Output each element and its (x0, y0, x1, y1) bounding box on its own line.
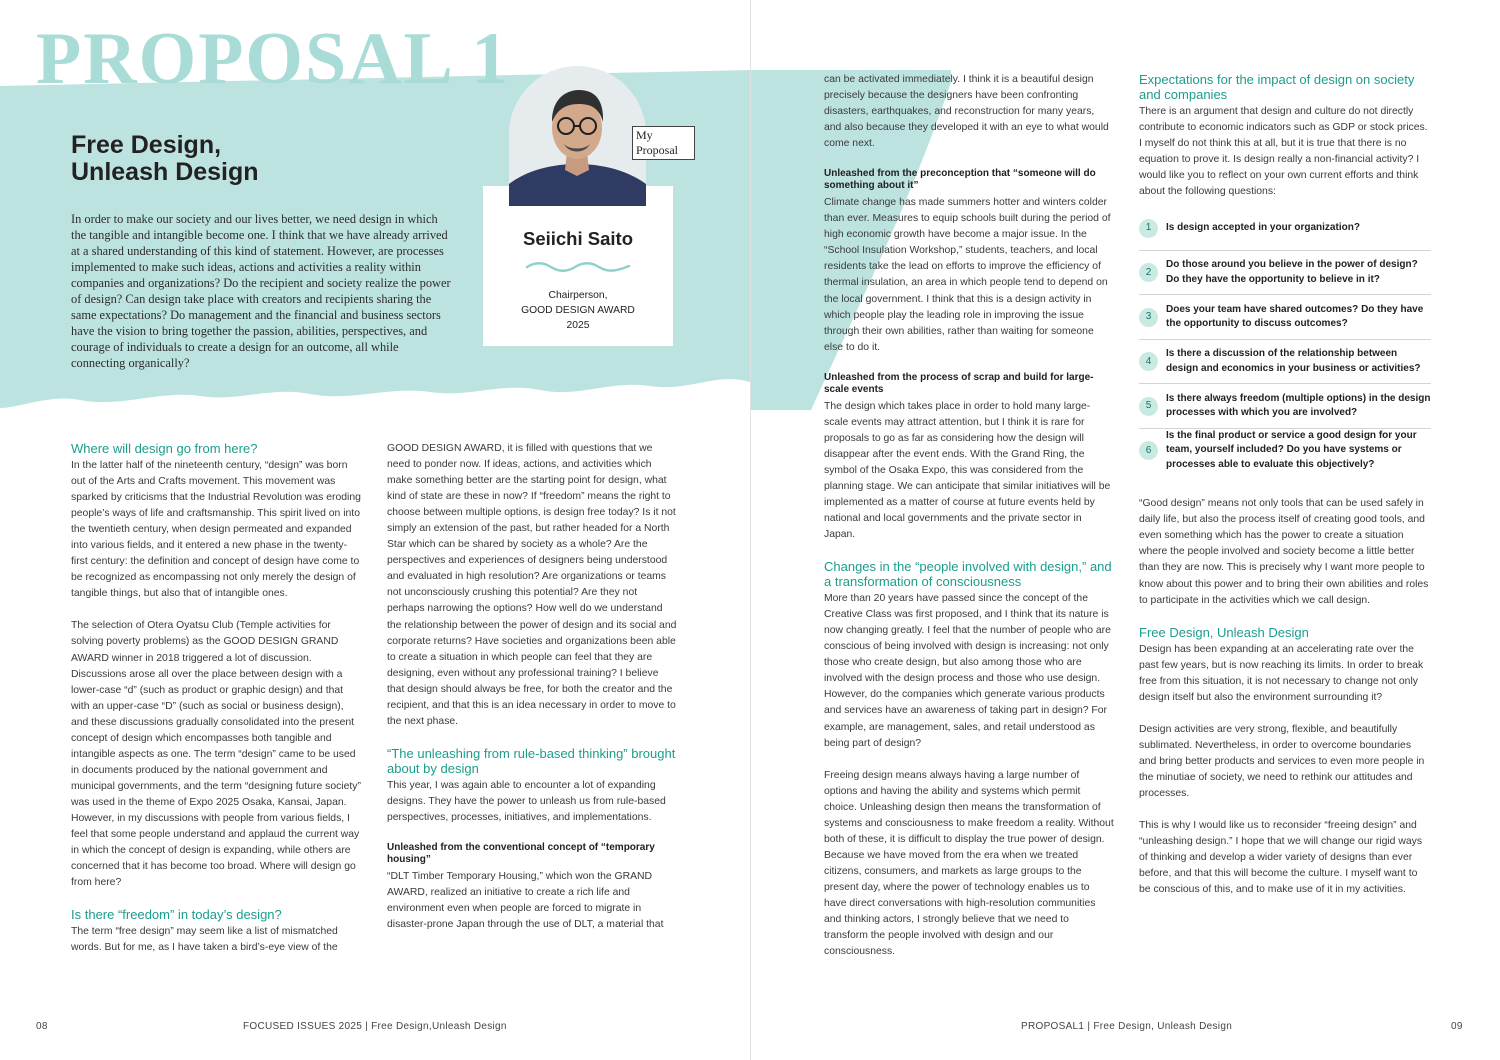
hero-title-line-2: Unleash Design (71, 158, 259, 186)
paragraph: The selection of Otera Oyatsu Club (Temple activities for solving poverty problems) as the GOOD DESIGN GRAND AWARD winner in 2018 triggered a lot of discussion. Discussions arose all over the place between design with a lower-case “d” (such as product or graphic design) and that with an upper-case “D” (such as social or business design), and these discussions gradually consolidated into the present concept of design which encompasses both tangible and intangible aspects as one. The term “design” came to be used in documents produced by the national government and municipal governments, and the term “designing future society” was used in the theme of Expo 2025 Osaka, Kansai, Japan. However, in my discussions with people from various fields, I feel that some people understand and applaud the current way in which the concept of design is expanding, while others are concerned that it has become too broad. Where will design go from here? (71, 620, 361, 889)
question-list (1139, 206, 1431, 472)
hero-title (71, 132, 259, 186)
question-item (1139, 340, 1431, 385)
role-line-3: 2025 (566, 320, 590, 331)
sub-heading: Unleashed from the preconception that “someone will do something about it” (824, 168, 1096, 192)
paragraph: “Good design” means not only tools that can be used safely in daily life, but also the process itself of creating good tools, and even something which has the power to create a situation where the people involved and society become a little better than they are now. This is precisely why I want more people to know about this power and to bring their own abilities and roles to participate in the activities which we call design. (1139, 498, 1429, 606)
question-text: Is design accepted in your organization? (1166, 221, 1360, 233)
paragraph: The design which takes place in order to hold many large-scale events may attract attention, but I think it is rare for proposals to go as far as considering how the design will disappear after the event ends. With the Grand Ring, the symbol of the Osaka Expo, this was considered from the planning stage. We can anticipate that similar initiatives will be implemented as a matter of course at future events held by national and local governments and the private sector in Japan. (824, 400, 1111, 541)
section-heading: Is there “freedom” in today’s design? (71, 907, 282, 923)
section-heading: Expectations for the impact of design on society and companies (1139, 72, 1415, 102)
paragraph: Design activities are very strong, flexible, and beautifully sublimated. Nevertheless, in order to overcome boundaries and bring better products and services to even more people in the minutiae of society, we need to rethink our attitudes and processes. (1139, 723, 1425, 799)
my-proposal-line-1: My (636, 128, 653, 142)
person-name: Seiichi Saito (522, 228, 633, 249)
question-text: Is there a discussion of the relationship between design and economics in your business or activities? (1166, 348, 1421, 374)
sub-heading: Unleashed from the process of scrap and build for large-scale events (824, 371, 1094, 395)
section-heading: Free Design, Unleash Design (1139, 624, 1309, 640)
paragraph: “DLT Timber Temporary Housing,” which won the GRAND AWARD, realized an initiative to create a rich life and environment even when people are forced to migrate in disaster-prone Japan through the use of DLT, a material that (387, 870, 664, 931)
page-number-right: 09 (1451, 1021, 1463, 1032)
wave-divider-icon (525, 261, 631, 273)
running-footer-right: PROPOSAL1 | Free Design, Unleash Design (1021, 1021, 1233, 1032)
section-heading: Changes in the “people involved with design,” and a transformation of consciousness (824, 559, 1112, 590)
paragraph: GOOD DESIGN AWARD, it is filled with questions that we need to ponder now. If ideas, actions, and activities which make something better are the starting point for design, what kind of state are these in now? If “freedom” means the right to choose between multiple options, is design free today? Is it not simply an extension of the past, but rather headed for a North Star which can be shared by society as a whole? Are the perspectives and experiences of designers being understood and evaluated in high resolution? Are organizations or teams not unconsciously crushing this potential? Are they not perhaps narrowing the options? How well do we understand the relationship between the power of design and its social and corporate returns? Have societies and organizations been able to create a situation in which people can feel that they are designing, even without any professional training? I believe that design should always be free, for both the creator and the recipient, and that this is an idea necessary in order to move to the next phase. (387, 443, 677, 727)
paragraph: Climate change has made summers hotter and winters colder than ever. Measures to equip schools built during the period of high economic growth have become a major issue. In the “School Insulation Workshop,” students, teachers, and local residents take the lead on efforts to improve the efficiency of thermal insulation, an area in which people tend to depend on the local government. I think that this is a design activity in which people play the leading role in improving the issue through their own abilities, rather than waiting for someone else to do it. (824, 197, 1111, 353)
right-page (750, 0, 1500, 1060)
question-text: Does your team have shared outcomes? Do they have the opportunity to discuss outcomes? (1166, 303, 1424, 330)
running-footer-left: FOCUSED ISSUES 2025 | Free Design,Unleash Design (243, 1021, 507, 1032)
paragraph: This is why I would like us to reconsider “freeing design” and “unleashing design.” I hope that we will change our rigid ways of thinking and develop a wider variety of designs than ever before, and that this will become the culture. I myself want to be conscious of this, and to make use of it in my activities. (1139, 820, 1423, 896)
paragraph: can be activated immediately. I think it is a beautiful design precisely because the designers have been confronting disasters, earthquakes, and reconstruction for many years, and also because they developed it with an eye to what would come next. (824, 74, 1109, 150)
question-number-badge: 3 (1139, 308, 1158, 327)
question-item (1139, 429, 1431, 473)
portrait-photo (509, 66, 646, 206)
paragraph: The term “free design” may seem like a list of mismatched words. But for me, as I have taken a bird’s-eye view of the (71, 926, 338, 954)
role-line-1: Chairperson, (548, 290, 608, 301)
question-text: Is there always freedom (multiple options) in the design processes with which you are involved? (1166, 392, 1431, 419)
right-column-1 (824, 72, 1114, 976)
question-item (1139, 206, 1431, 251)
question-number-badge: 5 (1139, 397, 1158, 416)
question-number-badge: 6 (1139, 441, 1158, 460)
left-column-2 (387, 441, 677, 949)
question-text: Do those around you believe in the power of design? Do they have the opportunity to believe in it? (1166, 259, 1418, 285)
question-number-badge: 4 (1139, 352, 1158, 371)
paragraph: More than 20 years have passed since the concept of the Creative Class was first proposed, and I think that its nature is now changing greatly. I feel that the number of people who are conscious of being involved with design is increasing: not only those who create design, but also among those who are involved with the design process and those who use design. However, do the companies which generate various products and services have an awareness of taking part in design? For example, are management, sales, and retail understood as being part of design? (824, 593, 1111, 749)
proposal-title: PROPOSAL 1 (36, 18, 511, 100)
paragraph: In the latter half of the nineteenth century, “design” was born out of the Arts and Crafts movement. This movement was sparked by criticisms that the Industrial Revolution was eroding people’s ways of life and craftsmanship. This spirit lived on into the twentieth century, when design permeated and expanded into various fields, and it entered a new phase in the twenty-first century: the definition and concept of design have come to be recognized as encompassing not only merely the design of tangible things, but also that of intangible ones. (71, 460, 361, 600)
question-number-badge: 2 (1139, 263, 1158, 282)
paragraph: Design has been expanding at an accelerating rate over the past few years, but is now reaching its limits. In order to break free from this situation, it is not necessary to change not only design itself but also the environment surrounding it? (1139, 643, 1424, 703)
sub-heading: Unleashed from the conventional concept of “temporary housing” (387, 841, 655, 865)
my-proposal-tag (632, 126, 695, 160)
left-column-1 (71, 441, 361, 972)
question-number-badge: 1 (1139, 219, 1158, 238)
question-item (1139, 295, 1431, 340)
hero-title-line-1: Free Design, (71, 131, 222, 159)
person-role (483, 288, 673, 333)
paragraph: This year, I was again able to encounter a lot of expanding designs. They have the power to unleash us from rule-based perspectives, processes, initiatives, and implementations. (387, 779, 666, 823)
my-proposal-line-2: Proposal (636, 143, 678, 157)
portrait-illustration (509, 66, 646, 206)
paragraph: There is an argument that design and culture do not directly contribute to economic indicators such as GDP or stock prices. I myself do not think this at all, but it is true that there is no equation to prove it. Is design really a non-financial activity? I would like you to reflect on your own current efforts and think about the following questions: (1139, 106, 1428, 198)
section-heading: Where will design go from here? (71, 441, 258, 456)
question-item (1139, 384, 1431, 429)
paragraph: Freeing design means always having a large number of options and having the ability and systems which permit choice. Unleashing design then means the transformation of systems and consciousness to make freedom a reality. Without both of these, it is difficult to display the true power of design. Because we have moved from the era when we treated citizens, consumers, and markets as large groups to the present day, where the power of technology enables us to have direct conversations with high-resolution communities and thinking actors, I strongly believe that we need to transform the people involved with design and our consciousness. (824, 769, 1114, 958)
question-text: Is the final product or service a good design for your team, yourself included? Do you have systems or processes able to evaluate this objectively? (1166, 429, 1417, 470)
question-item (1139, 251, 1431, 296)
right-column-2 (1139, 72, 1431, 914)
page-number-left: 08 (36, 1021, 48, 1032)
lead-paragraph: In order to make our society and our lives better, we need design in which the tangible and intangible become one. I think that we have already arrived at a shared understanding of this kind of statement. However, are processes implemented to make such ideas, actions and activities a reality within companies and organizations? Do the recipient and society realize the power of design? Can design take place with creators and recipients sharing the same expectations? Do management and the financial and business sectors have the vision to bring together the passion, abilities, perspectives, and courage of individuals to create a design for an outcome, all while connecting organically? (71, 212, 451, 370)
section-heading: “The unleashing from rule-based thinking” brought about by design (387, 745, 676, 776)
role-line-2: GOOD DESIGN AWARD (521, 305, 635, 316)
